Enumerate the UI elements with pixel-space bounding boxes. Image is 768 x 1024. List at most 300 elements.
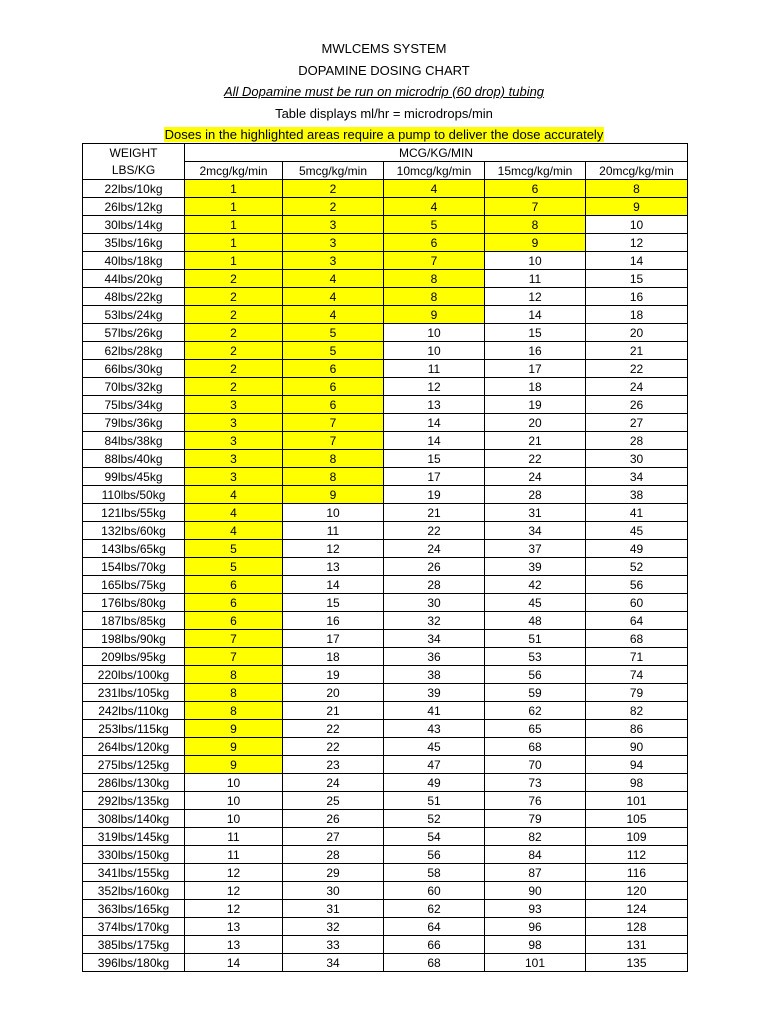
dose-cell: 8 xyxy=(384,288,485,306)
dose-cell: 45 xyxy=(586,522,688,540)
weight-cell: 70lbs/32kg xyxy=(83,378,185,396)
dose-cell: 24 xyxy=(485,468,586,486)
dose-cell: 1 xyxy=(185,252,283,270)
dose-cell: 9 xyxy=(185,756,283,774)
weight-cell: 40lbs/18kg xyxy=(83,252,185,270)
weight-cell: 84lbs/38kg xyxy=(83,432,185,450)
dose-cell: 10 xyxy=(283,504,384,522)
dose-cell: 71 xyxy=(586,648,688,666)
dose-cell: 39 xyxy=(384,684,485,702)
weight-cell: 242lbs/110kg xyxy=(83,702,185,720)
table-row xyxy=(83,504,688,522)
weight-cell: 62lbs/28kg xyxy=(83,342,185,360)
dose-cell: 10 xyxy=(185,792,283,810)
table-row xyxy=(83,558,688,576)
table-row xyxy=(83,378,688,396)
dose-cell: 4 xyxy=(185,522,283,540)
dose-cell: 14 xyxy=(485,306,586,324)
dose-cell: 54 xyxy=(384,828,485,846)
table-row xyxy=(83,846,688,864)
table-row xyxy=(83,774,688,792)
dose-cell: 101 xyxy=(586,792,688,810)
dose-cell: 2 xyxy=(283,180,384,198)
dose-cell: 31 xyxy=(485,504,586,522)
dose-cell: 1 xyxy=(185,180,283,198)
dose-cell: 36 xyxy=(384,648,485,666)
header-row-1 xyxy=(83,144,688,162)
dose-cell: 64 xyxy=(586,612,688,630)
dose-cell: 6 xyxy=(283,378,384,396)
dose-cell: 15 xyxy=(384,450,485,468)
dose-cell: 22 xyxy=(283,738,384,756)
dose-cell: 14 xyxy=(185,954,283,972)
dose-cell: 59 xyxy=(485,684,586,702)
dose-cell: 12 xyxy=(185,882,283,900)
weight-cell: 132lbs/60kg xyxy=(83,522,185,540)
dose-cell: 42 xyxy=(485,576,586,594)
dose-cell: 68 xyxy=(384,954,485,972)
table-row xyxy=(83,612,688,630)
dose-col-header: 5mcg/kg/min xyxy=(283,162,384,180)
dose-cell: 28 xyxy=(283,846,384,864)
weight-cell: 143lbs/65kg xyxy=(83,540,185,558)
dose-cell: 24 xyxy=(384,540,485,558)
dose-cell: 64 xyxy=(384,918,485,936)
dose-cell: 12 xyxy=(586,234,688,252)
dose-cell: 2 xyxy=(283,198,384,216)
dose-cell: 82 xyxy=(586,702,688,720)
weight-cell: 53lbs/24kg xyxy=(83,306,185,324)
dose-cell: 9 xyxy=(485,234,586,252)
dose-cell: 51 xyxy=(485,630,586,648)
weight-cell: 330lbs/150kg xyxy=(83,846,185,864)
dose-cell: 87 xyxy=(485,864,586,882)
dose-cell: 12 xyxy=(485,288,586,306)
dose-cell: 12 xyxy=(185,900,283,918)
dose-cell: 22 xyxy=(485,450,586,468)
table-row xyxy=(83,900,688,918)
dose-cell: 23 xyxy=(283,756,384,774)
dose-cell: 7 xyxy=(384,252,485,270)
dose-cell: 86 xyxy=(586,720,688,738)
dose-cell: 28 xyxy=(485,486,586,504)
dose-cell: 22 xyxy=(384,522,485,540)
table-row xyxy=(83,828,688,846)
table-row xyxy=(83,576,688,594)
dose-col-header: 2mcg/kg/min xyxy=(185,162,283,180)
dose-cell: 10 xyxy=(485,252,586,270)
dose-cell: 7 xyxy=(185,630,283,648)
dose-cell: 41 xyxy=(586,504,688,522)
dose-cell: 17 xyxy=(283,630,384,648)
table-row xyxy=(83,216,688,234)
dose-cell: 14 xyxy=(586,252,688,270)
dose-col-header: 15mcg/kg/min xyxy=(485,162,586,180)
dose-cell: 13 xyxy=(185,918,283,936)
dose-cell: 17 xyxy=(384,468,485,486)
dose-cell: 109 xyxy=(586,828,688,846)
dose-cell: 38 xyxy=(586,486,688,504)
dose-cell: 6 xyxy=(384,234,485,252)
dose-cell: 26 xyxy=(586,396,688,414)
system-name: MWLCEMS SYSTEM xyxy=(321,41,447,56)
dose-cell: 18 xyxy=(485,378,586,396)
dose-cell: 98 xyxy=(485,936,586,954)
dose-cell: 8 xyxy=(485,216,586,234)
table-row xyxy=(83,810,688,828)
dose-cell: 16 xyxy=(586,288,688,306)
dose-cell: 101 xyxy=(485,954,586,972)
dose-cell: 28 xyxy=(586,432,688,450)
dosing-table xyxy=(82,143,688,972)
weight-cell: 264lbs/120kg xyxy=(83,738,185,756)
dose-cell: 29 xyxy=(283,864,384,882)
dose-cell: 8 xyxy=(283,468,384,486)
weight-cell: 198lbs/90kg xyxy=(83,630,185,648)
dose-cell: 6 xyxy=(283,360,384,378)
dose-cell: 49 xyxy=(384,774,485,792)
weight-cell: 220lbs/100kg xyxy=(83,666,185,684)
dose-cell: 10 xyxy=(185,774,283,792)
dose-cell: 4 xyxy=(384,198,485,216)
dose-cell: 24 xyxy=(283,774,384,792)
dose-cell: 32 xyxy=(384,612,485,630)
dose-cell: 48 xyxy=(485,612,586,630)
dose-cell: 62 xyxy=(384,900,485,918)
weight-cell: 66lbs/30kg xyxy=(83,360,185,378)
table-row xyxy=(83,756,688,774)
table-row xyxy=(83,288,688,306)
weight-cell: 30lbs/14kg xyxy=(83,216,185,234)
display-note: Table displays ml/hr = microdrops/min xyxy=(275,105,493,121)
dose-cell: 131 xyxy=(586,936,688,954)
weight-header: WEIGHT xyxy=(83,144,185,162)
tubing-note: All Dopamine must be run on microdrip (60 drop) tubing xyxy=(223,84,545,99)
dose-cell: 21 xyxy=(586,342,688,360)
dose-cell: 79 xyxy=(586,684,688,702)
dose-cell: 30 xyxy=(384,594,485,612)
weight-cell: 292lbs/135kg xyxy=(83,792,185,810)
dose-cell: 12 xyxy=(185,864,283,882)
chart-title: DOPAMINE DOSING CHART xyxy=(298,62,470,78)
dose-cell: 73 xyxy=(485,774,586,792)
dose-cell: 124 xyxy=(586,900,688,918)
weight-cell: 286lbs/130kg xyxy=(83,774,185,792)
weight-cell: 35lbs/16kg xyxy=(83,234,185,252)
dose-cell: 2 xyxy=(185,378,283,396)
dose-cell: 51 xyxy=(384,792,485,810)
dose-cell: 10 xyxy=(384,342,485,360)
dose-cell: 6 xyxy=(185,594,283,612)
dose-cell: 34 xyxy=(283,954,384,972)
dose-cell: 93 xyxy=(485,900,586,918)
dose-cell: 13 xyxy=(185,936,283,954)
dose-cell: 2 xyxy=(185,324,283,342)
dose-cell: 56 xyxy=(485,666,586,684)
dose-cell: 27 xyxy=(586,414,688,432)
dose-cell: 4 xyxy=(185,486,283,504)
dose-cell: 21 xyxy=(485,432,586,450)
dose-cell: 34 xyxy=(384,630,485,648)
dose-cell: 9 xyxy=(384,306,485,324)
table-row xyxy=(83,432,688,450)
dose-cell: 9 xyxy=(185,738,283,756)
weight-cell: 363lbs/165kg xyxy=(83,900,185,918)
dose-cell: 112 xyxy=(586,846,688,864)
dose-cell: 19 xyxy=(283,666,384,684)
table-row xyxy=(83,252,688,270)
weight-cell: 165lbs/75kg xyxy=(83,576,185,594)
dose-cell: 6 xyxy=(485,180,586,198)
dose-cell: 18 xyxy=(283,648,384,666)
table-row xyxy=(83,720,688,738)
table-row xyxy=(83,864,688,882)
dose-cell: 1 xyxy=(185,234,283,252)
dose-cell: 16 xyxy=(485,342,586,360)
table-row xyxy=(83,936,688,954)
dose-cell: 74 xyxy=(586,666,688,684)
dose-cell: 33 xyxy=(283,936,384,954)
dose-cell: 39 xyxy=(485,558,586,576)
dose-cell: 8 xyxy=(384,270,485,288)
dose-cell: 12 xyxy=(283,540,384,558)
weight-cell: 99lbs/45kg xyxy=(83,468,185,486)
dose-cell: 11 xyxy=(185,828,283,846)
dose-cell: 3 xyxy=(185,468,283,486)
table-row xyxy=(83,486,688,504)
table-row xyxy=(83,666,688,684)
table-row xyxy=(83,684,688,702)
dose-cell: 3 xyxy=(185,396,283,414)
table-row xyxy=(83,522,688,540)
table-row xyxy=(83,324,688,342)
dose-cell: 13 xyxy=(384,396,485,414)
table-row xyxy=(83,630,688,648)
dose-cell: 128 xyxy=(586,918,688,936)
dose-cell: 58 xyxy=(384,864,485,882)
dose-cell: 28 xyxy=(384,576,485,594)
dose-cell: 68 xyxy=(586,630,688,648)
dose-cell: 12 xyxy=(384,378,485,396)
weight-cell: 154lbs/70kg xyxy=(83,558,185,576)
dose-cell: 7 xyxy=(283,414,384,432)
dose-cell: 22 xyxy=(586,360,688,378)
dose-cell: 2 xyxy=(185,360,283,378)
dose-col-header: 20mcg/kg/min xyxy=(586,162,688,180)
dose-cell: 14 xyxy=(384,432,485,450)
table-row xyxy=(83,594,688,612)
dose-cell: 70 xyxy=(485,756,586,774)
lbs-kg-header: LBS/KG xyxy=(83,162,185,180)
dose-cell: 3 xyxy=(283,216,384,234)
dose-cell: 14 xyxy=(283,576,384,594)
table-row xyxy=(83,180,688,198)
dose-cell: 16 xyxy=(283,612,384,630)
weight-cell: 253lbs/115kg xyxy=(83,720,185,738)
dose-cell: 3 xyxy=(185,432,283,450)
dose-cell: 56 xyxy=(384,846,485,864)
dose-cell: 11 xyxy=(384,360,485,378)
dose-cell: 13 xyxy=(283,558,384,576)
table-row xyxy=(83,792,688,810)
dose-cell: 7 xyxy=(185,648,283,666)
weight-cell: 187lbs/85kg xyxy=(83,612,185,630)
dose-cell: 9 xyxy=(586,198,688,216)
dose-cell: 3 xyxy=(185,414,283,432)
dose-cell: 21 xyxy=(384,504,485,522)
dose-cell: 5 xyxy=(283,324,384,342)
weight-cell: 374lbs/170kg xyxy=(83,918,185,936)
dose-cell: 22 xyxy=(283,720,384,738)
dose-cell: 19 xyxy=(384,486,485,504)
dose-cell: 3 xyxy=(185,450,283,468)
weight-cell: 308lbs/140kg xyxy=(83,810,185,828)
dose-cell: 4 xyxy=(283,270,384,288)
weight-cell: 209lbs/95kg xyxy=(83,648,185,666)
weight-cell: 341lbs/155kg xyxy=(83,864,185,882)
dose-cell: 5 xyxy=(283,342,384,360)
dose-cell: 32 xyxy=(283,918,384,936)
dose-cell: 105 xyxy=(586,810,688,828)
dose-cell: 3 xyxy=(283,234,384,252)
dose-cell: 14 xyxy=(384,414,485,432)
dose-cell: 6 xyxy=(185,612,283,630)
table-row xyxy=(83,702,688,720)
weight-cell: 231lbs/105kg xyxy=(83,684,185,702)
table-row xyxy=(83,234,688,252)
dose-cell: 5 xyxy=(185,558,283,576)
dose-cell: 15 xyxy=(485,324,586,342)
dose-cell: 2 xyxy=(185,288,283,306)
dose-cell: 24 xyxy=(586,378,688,396)
table-row xyxy=(83,270,688,288)
dose-cell: 45 xyxy=(485,594,586,612)
table-row xyxy=(83,306,688,324)
dose-cell: 56 xyxy=(586,576,688,594)
dose-cell: 82 xyxy=(485,828,586,846)
dose-cell: 120 xyxy=(586,882,688,900)
dose-cell: 17 xyxy=(485,360,586,378)
dose-cell: 5 xyxy=(384,216,485,234)
dose-col-header: 10mcg/kg/min xyxy=(384,162,485,180)
dose-cell: 10 xyxy=(384,324,485,342)
dose-cell: 4 xyxy=(283,306,384,324)
pump-note: Doses in the highlighted areas require a pump to deliver the dose accurately xyxy=(164,127,604,142)
dose-cell: 26 xyxy=(283,810,384,828)
dose-cell: 66 xyxy=(384,936,485,954)
dose-cell: 31 xyxy=(283,900,384,918)
dose-cell: 116 xyxy=(586,864,688,882)
dose-cell: 9 xyxy=(185,720,283,738)
weight-cell: 352lbs/160kg xyxy=(83,882,185,900)
dose-cell: 26 xyxy=(384,558,485,576)
weight-cell: 22lbs/10kg xyxy=(83,180,185,198)
dose-cell: 10 xyxy=(586,216,688,234)
dose-cell: 15 xyxy=(283,594,384,612)
dose-cell: 62 xyxy=(485,702,586,720)
dose-cell: 5 xyxy=(185,540,283,558)
dose-cell: 20 xyxy=(283,684,384,702)
dose-cell: 2 xyxy=(185,306,283,324)
weight-cell: 57lbs/26kg xyxy=(83,324,185,342)
dose-cell: 84 xyxy=(485,846,586,864)
table-row xyxy=(83,360,688,378)
dose-cell: 47 xyxy=(384,756,485,774)
dose-cell: 53 xyxy=(485,648,586,666)
table-row xyxy=(83,396,688,414)
mcg-group-header: MCG/KG/MIN xyxy=(185,144,688,162)
dose-cell: 34 xyxy=(485,522,586,540)
dose-cell: 79 xyxy=(485,810,586,828)
dose-cell: 68 xyxy=(485,738,586,756)
dose-cell: 90 xyxy=(586,738,688,756)
table-row xyxy=(83,540,688,558)
dose-cell: 98 xyxy=(586,774,688,792)
dose-cell: 52 xyxy=(586,558,688,576)
dose-cell: 30 xyxy=(283,882,384,900)
weight-cell: 110lbs/50kg xyxy=(83,486,185,504)
dose-cell: 96 xyxy=(485,918,586,936)
dose-cell: 38 xyxy=(384,666,485,684)
dose-cell: 90 xyxy=(485,882,586,900)
table-row xyxy=(83,414,688,432)
dose-cell: 18 xyxy=(586,306,688,324)
dose-cell: 8 xyxy=(586,180,688,198)
dose-cell: 21 xyxy=(283,702,384,720)
table-row xyxy=(83,450,688,468)
dose-cell: 49 xyxy=(586,540,688,558)
dose-cell: 45 xyxy=(384,738,485,756)
table-row xyxy=(83,954,688,972)
dose-cell: 41 xyxy=(384,702,485,720)
dose-cell: 76 xyxy=(485,792,586,810)
weight-cell: 88lbs/40kg xyxy=(83,450,185,468)
dose-cell: 19 xyxy=(485,396,586,414)
dose-cell: 2 xyxy=(185,342,283,360)
table-row xyxy=(83,918,688,936)
dose-cell: 1 xyxy=(185,198,283,216)
dose-cell: 25 xyxy=(283,792,384,810)
dose-cell: 11 xyxy=(185,846,283,864)
dose-cell: 6 xyxy=(283,396,384,414)
dose-cell: 27 xyxy=(283,828,384,846)
dose-cell: 3 xyxy=(283,252,384,270)
dose-cell: 20 xyxy=(586,324,688,342)
weight-cell: 44lbs/20kg xyxy=(83,270,185,288)
dose-cell: 34 xyxy=(586,468,688,486)
dose-cell: 8 xyxy=(185,666,283,684)
table-row xyxy=(83,738,688,756)
weight-cell: 396lbs/180kg xyxy=(83,954,185,972)
dose-cell: 4 xyxy=(185,504,283,522)
table-row xyxy=(83,342,688,360)
weight-cell: 275lbs/125kg xyxy=(83,756,185,774)
table-row xyxy=(83,468,688,486)
dose-cell: 8 xyxy=(283,450,384,468)
document-header xyxy=(0,38,768,146)
dose-cell: 37 xyxy=(485,540,586,558)
dose-cell: 11 xyxy=(283,522,384,540)
dose-cell: 43 xyxy=(384,720,485,738)
dose-cell: 4 xyxy=(283,288,384,306)
dose-cell: 6 xyxy=(185,576,283,594)
weight-cell: 385lbs/175kg xyxy=(83,936,185,954)
dose-cell: 30 xyxy=(586,450,688,468)
dose-cell: 60 xyxy=(586,594,688,612)
dose-cell: 7 xyxy=(485,198,586,216)
table-row xyxy=(83,198,688,216)
dose-cell: 4 xyxy=(384,180,485,198)
